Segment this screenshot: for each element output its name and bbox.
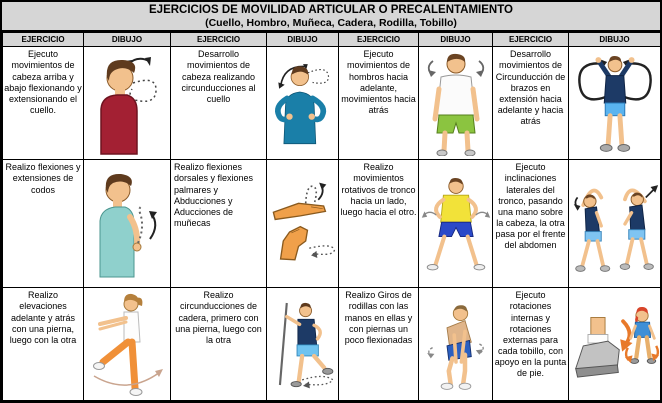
- col-header-dibujo-3: DIBUJO: [419, 33, 493, 47]
- col-header-ejercicio-3: EJERCICIO: [339, 33, 419, 47]
- neck-circumduction-drawing: [268, 51, 338, 156]
- ankle-rotation-drawing: [570, 291, 660, 397]
- table-row: [3, 160, 661, 288]
- drawing-cell: [569, 160, 661, 288]
- exercise-table: [2, 32, 661, 401]
- lateral-trunk-bend-drawing: [570, 171, 660, 277]
- shoulder-roll-drawing: [423, 51, 489, 156]
- table-row: [3, 47, 661, 160]
- header-row: [3, 33, 661, 47]
- table-subtitle: (Cuello, Hombro, Muñeca, Cadera, Rodilla, Tobillo): [205, 17, 457, 30]
- table-title-block: [2, 2, 660, 32]
- drawing-cell: [267, 288, 339, 401]
- col-header-ejercicio-4: EJERCICIO: [493, 33, 569, 47]
- col-header-dibujo-1: DIBUJO: [84, 33, 171, 47]
- exercise-cell: Ejecuto rotaciones internas y rotaciones externas para cada tobillo, con apoyo en la punta de pie.: [493, 288, 569, 401]
- drawing-cell: [419, 288, 493, 401]
- exercise-cell: Realizo circunducciones de cadera, primero con una pierna, luego con la otra: [171, 288, 267, 401]
- drawing-cell: [84, 288, 171, 401]
- drawing-cell: [84, 47, 171, 160]
- leg-swing-drawing: [86, 290, 168, 398]
- exercise-cell: Realizo Giros de rodillas con las manos en ellas y con piernas un poco flexionadas: [339, 288, 419, 401]
- col-header-dibujo-4: DIBUJO: [569, 33, 661, 47]
- exercise-cell: Realizo movimientos rotativos de tronco hacia un lado, luego hacia el otro.: [339, 160, 419, 288]
- col-header-ejercicio-2: EJERCICIO: [171, 33, 267, 47]
- hip-circumduction-drawing: [268, 290, 338, 398]
- table-row: [3, 288, 661, 401]
- knee-rotation-drawing: [420, 290, 492, 398]
- drawing-cell: [569, 288, 661, 401]
- exercise-cell: Desarrollo movimientos de Circunducción de brazos en extensión hacia adelante y hacia atrás: [493, 47, 569, 160]
- table-title: EJERCICIOS DE MOVILIDAD ARTICULAR O PRECALENTAMIENTO: [149, 4, 513, 16]
- drawing-cell: [419, 160, 493, 288]
- drawing-cell: [84, 160, 171, 288]
- exercise-cell: Ejecuto movimientos de hombros hacia adelante, movimientos hacia atrás: [339, 47, 419, 160]
- col-header-ejercicio-1: EJERCICIO: [3, 33, 84, 47]
- drawing-cell: [569, 47, 661, 160]
- exercise-cell: Ejecuto movimientos de cabeza arriba y abajo flexionando y extensionando el cuello.: [3, 47, 84, 160]
- exercise-cell: Realizo flexiones y extensiones de codos: [3, 160, 84, 288]
- drawing-cell: [419, 47, 493, 160]
- arm-circumduction-drawing: [572, 50, 658, 156]
- wrist-flexion-drawing: [268, 171, 338, 276]
- trunk-rotation-drawing: [420, 170, 492, 278]
- exercise-cell: Desarrollo movimientos de cabeza realizando circunducciones al cuello: [171, 47, 267, 160]
- head-flexion-drawing: [87, 51, 167, 156]
- exercise-cell: Realizo elevaciones adelante y atrás con una pierna, luego con la otra: [3, 288, 84, 401]
- col-header-dibujo-2: DIBUJO: [267, 33, 339, 47]
- drawing-cell: [267, 47, 339, 160]
- exercise-cell: Realizo flexiones dorsales y flexiones palmares y Abducciones y Aducciones de muñecas: [171, 160, 267, 288]
- drawing-cell: [267, 160, 339, 288]
- elbow-flexion-drawing: [88, 169, 166, 279]
- exercise-cell: Ejecuto inclinaciones laterales del tronco, pasando una mano sobre la cabeza, la otra pasa por el frente del abdomen: [493, 160, 569, 288]
